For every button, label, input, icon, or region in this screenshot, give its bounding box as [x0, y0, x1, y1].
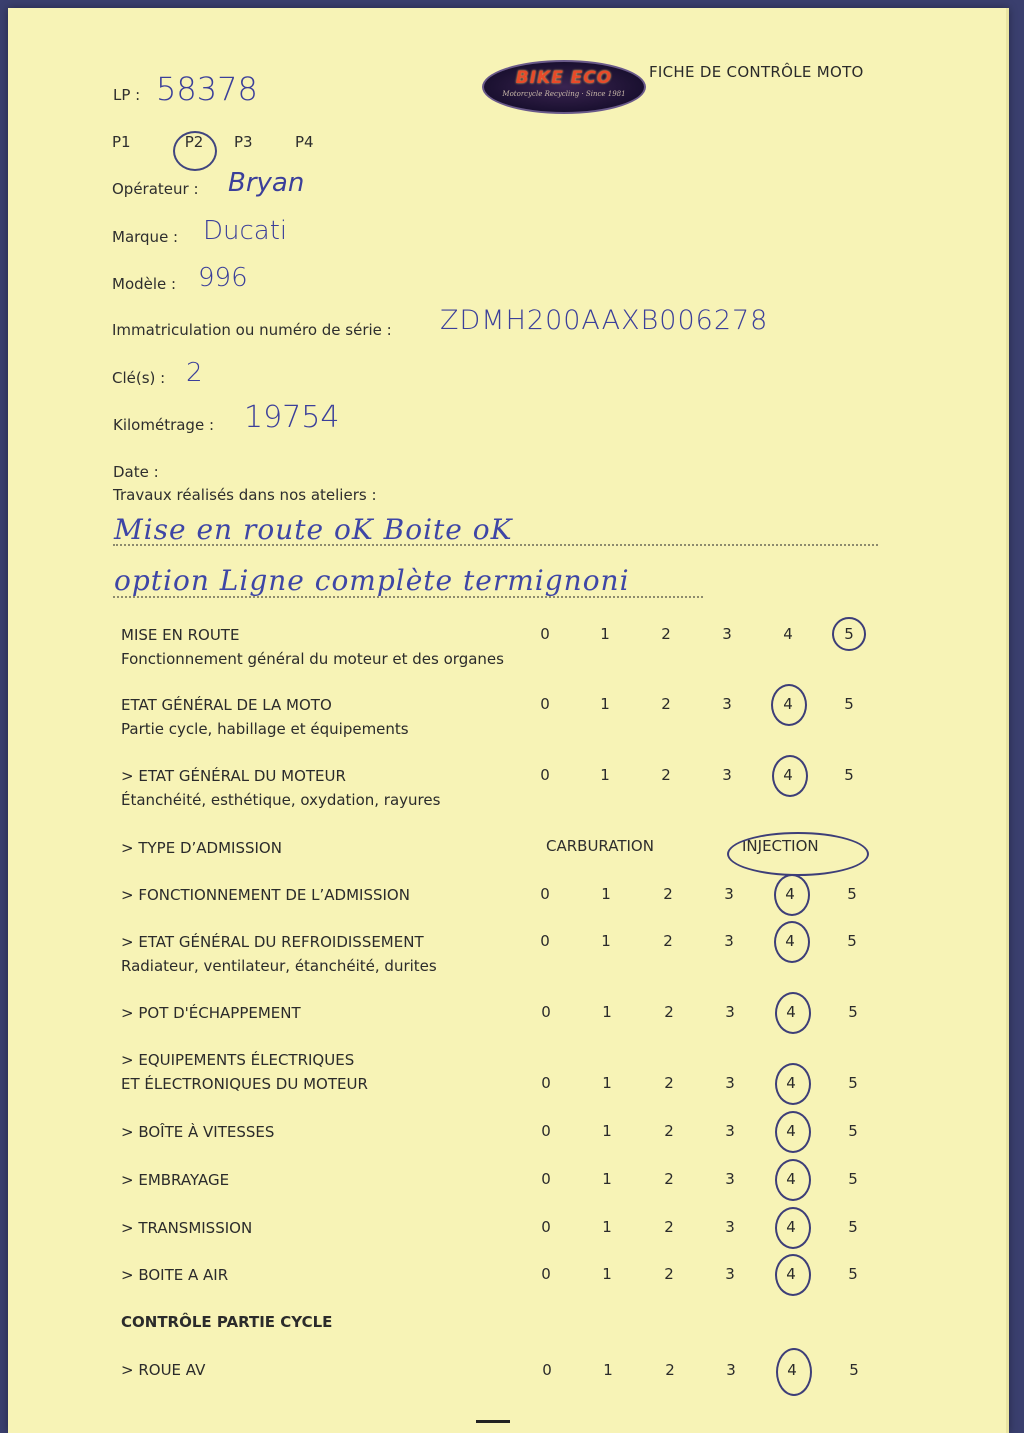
score-4: 4	[786, 1003, 796, 1021]
item-sub: Fonctionnement général du moteur et des organes	[121, 650, 504, 668]
item-title: > TRANSMISSION	[121, 1219, 253, 1237]
score-0: 0	[540, 932, 550, 950]
score-0: 0	[541, 1122, 551, 1140]
score-0: 0	[541, 1074, 551, 1092]
score-3: 3	[725, 1074, 735, 1092]
score-4: 4	[786, 1074, 796, 1092]
cles-value: 2	[186, 358, 203, 388]
item-title: > FONCTIONNEMENT DE L’ADMISSION	[121, 886, 410, 904]
score-4: 4	[785, 885, 795, 903]
marque-label: Marque :	[112, 228, 179, 246]
item-sub: Partie cycle, habillage et équipements	[121, 720, 409, 738]
selected-option-circle	[727, 832, 869, 876]
score-3: 3	[722, 695, 732, 713]
score-3: 3	[724, 932, 734, 950]
score-5: 5	[844, 625, 854, 643]
p-option-3: P3	[234, 133, 253, 151]
form-title: FICHE DE CONTRÔLE MOTO	[649, 63, 864, 81]
score-2: 2	[661, 625, 671, 643]
score-1: 1	[603, 1361, 613, 1379]
score-5: 5	[848, 1003, 858, 1021]
selected-score-circle	[832, 617, 866, 651]
lp-label: LP :	[113, 86, 141, 104]
operateur-value: Bryan	[228, 168, 305, 198]
score-5: 5	[848, 1218, 858, 1236]
selected-score-circle	[771, 684, 807, 726]
score-2: 2	[664, 1265, 674, 1283]
score-4: 4	[785, 932, 795, 950]
score-1: 1	[600, 625, 610, 643]
bike-eco-logo	[482, 60, 646, 114]
score-2: 2	[664, 1170, 674, 1188]
score-3: 3	[725, 1265, 735, 1283]
score-5: 5	[848, 1170, 858, 1188]
item-title: > ROUE AV	[121, 1361, 206, 1379]
immat-label: Immatriculation ou numéro de série :	[112, 321, 392, 339]
score-0: 0	[540, 695, 550, 713]
form-sheet	[8, 8, 1009, 1433]
immat-value: ZDMH200AAXB006278	[440, 305, 769, 336]
score-5: 5	[847, 885, 857, 903]
item-title: ETAT GÉNÉRAL DE LA MOTO	[121, 696, 332, 714]
score-4: 4	[786, 1122, 796, 1140]
score-0: 0	[541, 1003, 551, 1021]
score-4: 4	[786, 1265, 796, 1283]
logo-text: BIKE ECO	[515, 68, 613, 88]
score-1: 1	[602, 1218, 612, 1236]
item-title: > TYPE D’ADMISSION	[121, 839, 282, 857]
cles-label: Clé(s) :	[112, 369, 166, 387]
score-3: 3	[722, 625, 732, 643]
score-2: 2	[663, 885, 673, 903]
lp-value: 58378	[156, 70, 258, 108]
score-2: 2	[664, 1074, 674, 1092]
selected-score-circle	[775, 1111, 811, 1153]
p-option-4: P4	[295, 133, 314, 151]
travaux-text-2: option Ligne complète termignoni	[114, 564, 630, 597]
score-2: 2	[663, 932, 673, 950]
score-3: 3	[725, 1170, 735, 1188]
score-1: 1	[601, 932, 611, 950]
score-1: 1	[600, 766, 610, 784]
modele-label: Modèle :	[112, 275, 177, 293]
score-2: 2	[664, 1122, 674, 1140]
score-4: 4	[787, 1361, 797, 1379]
selected-score-circle	[774, 874, 810, 916]
score-3: 3	[724, 885, 734, 903]
score-1: 1	[602, 1003, 612, 1021]
item-sub: Étanchéité, esthétique, oxydation, rayures	[121, 791, 441, 809]
item-title: > POT D'ÉCHAPPEMENT	[121, 1004, 301, 1022]
item-title: > BOÎTE À VITESSES	[121, 1123, 275, 1141]
score-5: 5	[848, 1122, 858, 1140]
score-1: 1	[602, 1170, 612, 1188]
score-4: 4	[783, 766, 793, 784]
p-option-1: P1	[112, 133, 131, 151]
selected-score-circle	[775, 1159, 811, 1201]
score-5: 5	[848, 1074, 858, 1092]
selected-score-circle	[775, 992, 811, 1034]
selected-score-circle	[776, 1348, 812, 1396]
score-1: 1	[601, 885, 611, 903]
score-5: 5	[844, 695, 854, 713]
p-option-2: P2	[184, 133, 204, 151]
selected-score-circle	[772, 755, 808, 797]
score-4: 4	[783, 695, 793, 713]
p2-selected-circle	[173, 131, 217, 171]
km-label: Kilométrage :	[113, 416, 215, 434]
score-2: 2	[661, 766, 671, 784]
km-value: 19754	[244, 400, 340, 435]
item-title: > EMBRAYAGE	[121, 1171, 230, 1189]
item-title: > ETAT GÉNÉRAL DU REFROIDISSEMENT	[121, 933, 424, 951]
score-5: 5	[844, 766, 854, 784]
score-3: 3	[725, 1218, 735, 1236]
operateur-label: Opérateur :	[112, 180, 199, 198]
item-title: > EQUIPEMENTS ÉLECTRIQUES	[121, 1051, 355, 1069]
date-label: Date :	[113, 463, 159, 481]
score-1: 1	[602, 1122, 612, 1140]
section-heading: CONTRÔLE PARTIE CYCLE	[121, 1313, 333, 1331]
item-title: > ETAT GÉNÉRAL DU MOTEUR	[121, 767, 346, 785]
score-0: 0	[540, 625, 550, 643]
item-sub: Radiateur, ventilateur, étanchéité, durites	[121, 957, 437, 975]
logo-subtitle: Motorcycle Recycling · Since 1981	[502, 90, 626, 98]
score-0: 0	[541, 1265, 551, 1283]
score-3: 3	[722, 766, 732, 784]
item-title: MISE EN ROUTE	[121, 626, 240, 644]
item-title: > BOITE A AIR	[121, 1266, 229, 1284]
score-3: 3	[726, 1361, 736, 1379]
score-5: 5	[849, 1361, 859, 1379]
score-2: 2	[661, 695, 671, 713]
score-2: 2	[665, 1361, 675, 1379]
score-0: 0	[540, 766, 550, 784]
score-4: 4	[786, 1170, 796, 1188]
score-4: 4	[783, 625, 793, 643]
bottom-mark	[476, 1420, 510, 1423]
score-0: 0	[541, 1170, 551, 1188]
score-1: 1	[600, 695, 610, 713]
score-0: 0	[541, 1218, 551, 1236]
score-1: 1	[602, 1074, 612, 1092]
selected-score-circle	[775, 1254, 811, 1296]
option-injection: INJECTION	[742, 837, 819, 855]
travaux-label: Travaux réalisés dans nos ateliers :	[113, 486, 377, 504]
modele-value: 996	[198, 263, 248, 293]
score-5: 5	[847, 932, 857, 950]
score-0: 0	[540, 885, 550, 903]
score-2: 2	[664, 1218, 674, 1236]
marque-value: Ducati	[203, 216, 288, 246]
selected-score-circle	[775, 1063, 811, 1105]
score-1: 1	[602, 1265, 612, 1283]
travaux-text-1: Mise en route oK Boite oK	[114, 513, 513, 546]
selected-score-circle	[775, 1207, 811, 1249]
score-3: 3	[725, 1003, 735, 1021]
score-0: 0	[542, 1361, 552, 1379]
score-5: 5	[848, 1265, 858, 1283]
score-2: 2	[664, 1003, 674, 1021]
option-carburation: CARBURATION	[546, 837, 654, 855]
item-sub: ET ÉLECTRONIQUES DU MOTEUR	[121, 1075, 368, 1093]
selected-score-circle	[774, 921, 810, 963]
score-3: 3	[725, 1122, 735, 1140]
score-4: 4	[786, 1218, 796, 1236]
